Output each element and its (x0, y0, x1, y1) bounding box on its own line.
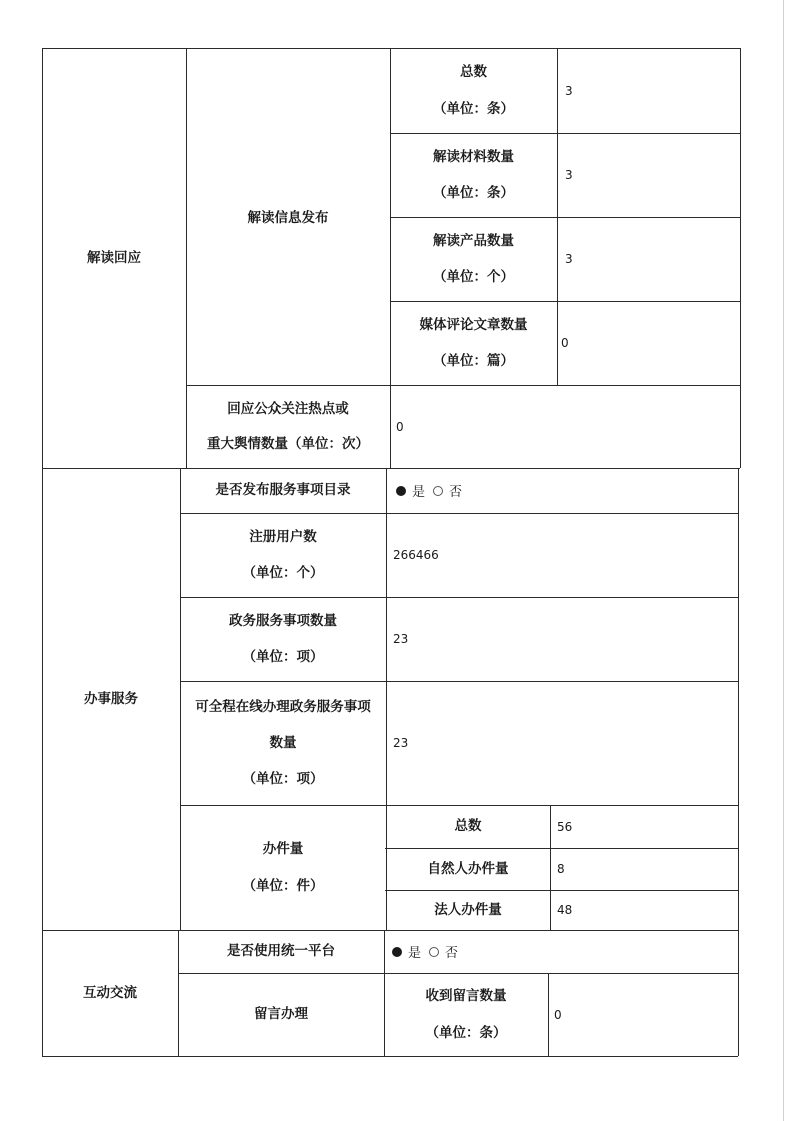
hotspot-value: 0 (396, 419, 404, 434)
publish-media-value: 0 (561, 336, 569, 350)
platform-yes-label: 是 (408, 946, 422, 961)
publish-products-value: 3 (565, 252, 573, 266)
hotspot-label: 回应公众关注热点或 重大舆情数量（单位：次） (207, 401, 369, 452)
platform-no-radio[interactable] (429, 947, 439, 957)
column-divider (548, 973, 549, 1056)
catalog-radio-group (396, 468, 470, 513)
items-label: 政务服务事项数量 （单位：项） (229, 612, 337, 665)
users-value: 266466 (393, 548, 439, 562)
catalog-label: 是否发布服务事项目录 (215, 482, 351, 499)
users-label: 注册用户数 （单位：个） (242, 528, 324, 581)
catalog-no-label: 否 (449, 485, 463, 500)
volume-legal-label: 法人办件量 (434, 901, 502, 918)
table-border-right (738, 468, 739, 1056)
messages-label: 留言办理 (254, 1006, 308, 1023)
volume-natural-label: 自然人办件量 (427, 860, 509, 877)
platform-yes-radio[interactable] (392, 947, 402, 957)
interaction-section-label: 互动交流 (83, 984, 137, 1001)
platform-radio-group (392, 930, 466, 973)
column-divider (550, 805, 551, 930)
publish-label: 解读信息发布 (247, 210, 329, 226)
platform-label: 是否使用统一平台 (227, 943, 335, 960)
publish-total-label: 总数 （单位：条） (433, 64, 514, 117)
platform-no-label: 否 (445, 946, 459, 961)
online-value: 23 (393, 736, 409, 750)
services-section-label: 办事服务 (84, 690, 138, 707)
table-border-right (740, 48, 741, 468)
catalog-no-radio[interactable] (433, 486, 443, 496)
scan-edge-line (783, 0, 784, 1121)
online-label: 可全程在线办理政务服务事项 数量 （单位：项） (195, 698, 371, 788)
volume-total-value: 56 (557, 819, 573, 834)
publish-media-label: 媒体评论文章数量 （单位：篇） (419, 316, 528, 369)
column-divider (557, 48, 558, 385)
volume-legal-value: 48 (557, 903, 573, 917)
messages-received-label: 收到留言数量 （单位：条） (425, 988, 507, 1041)
volume-total-label: 总数 (454, 818, 482, 835)
catalog-yes-label: 是 (412, 485, 426, 500)
publish-materials-label: 解读材料数量 （单位：条） (433, 148, 514, 201)
interpretation-section-label: 解读回应 (87, 249, 141, 266)
volume-natural-value: 8 (557, 862, 565, 876)
volume-label: 办件量 （单位：件） (242, 841, 324, 894)
publish-products-label: 解读产品数量 （单位：个） (433, 232, 514, 285)
catalog-yes-radio[interactable] (396, 486, 406, 496)
messages-received-value: 0 (554, 1007, 562, 1022)
publish-total-value: 3 (565, 83, 573, 98)
items-value: 23 (393, 632, 409, 646)
table-border-bottom (42, 1056, 738, 1057)
publish-materials-value: 3 (565, 168, 573, 182)
